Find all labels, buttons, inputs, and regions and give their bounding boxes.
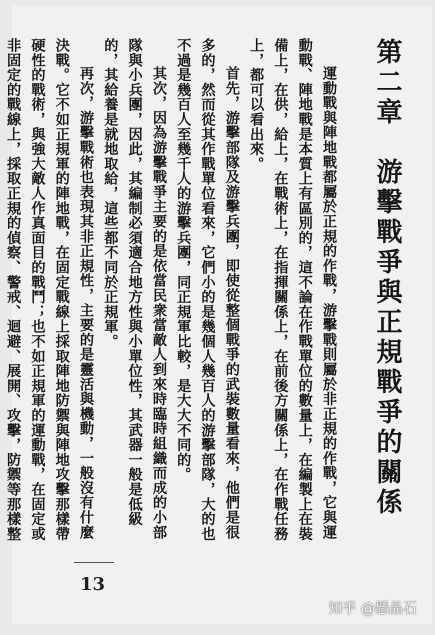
page-number: 13: [80, 574, 106, 595]
vertical-text-body: [5, 38, 407, 550]
zhihu-watermark: 知乎 @懸晶石: [328, 601, 417, 617]
chapter-title: 第二章 游擊戰爭與正規戰爭的關係: [372, 38, 402, 518]
paragraph-1: 運動戰與陣地戰都屬於正規的作戰，游擊戰則屬於非正規的作戰，它與運動戰、陣地戰是本質上有區別的，這不論在作戰單位的數量上，在編製上在裝備上，在供，給上，在戰術上，在指揮關係上，在前後方關係上，在作戰任務上，都可以看出來。: [248, 38, 337, 542]
paragraph-2: 首先，游擊部隊及游擊兵團，即使從整個戰爭的武裝數量看來，他們是很多的，然而從其作戰單位看來，它們小的是幾個人幾百人的游擊部隊，大的也不過是幾百人至幾千人的游擊兵團，同正規軍比較，是大大不同的。: [175, 38, 240, 542]
book-page: [5, 6, 432, 624]
paragraph-4: 再次，游擊戰術也表現其非正規性，主要的是靈活與機動，一般沒有什麼決戰。它不如正規軍的陣地戰，在固定戰線上採取陣地防禦與陣地攻擊那樣帶硬性的戰術，與強大敵人作真面目的戰鬥；也不如正規軍的運動戰，在固定或非固定的戰線上，採取正規的偵察、警戒、迴避、展開、攻擊，防禦等那樣整: [5, 38, 95, 542]
footer-divider: [74, 562, 114, 563]
paragraph-3: 其次，因為游擊戰爭主要的是依當民衆當敵人到來時臨時組織而成的小部隊與小兵團，因此，其編制必須適合地方性與小單位性，其武器一般是低級的，其給養是就地取給，這些都不同於正規軍。: [102, 38, 167, 540]
